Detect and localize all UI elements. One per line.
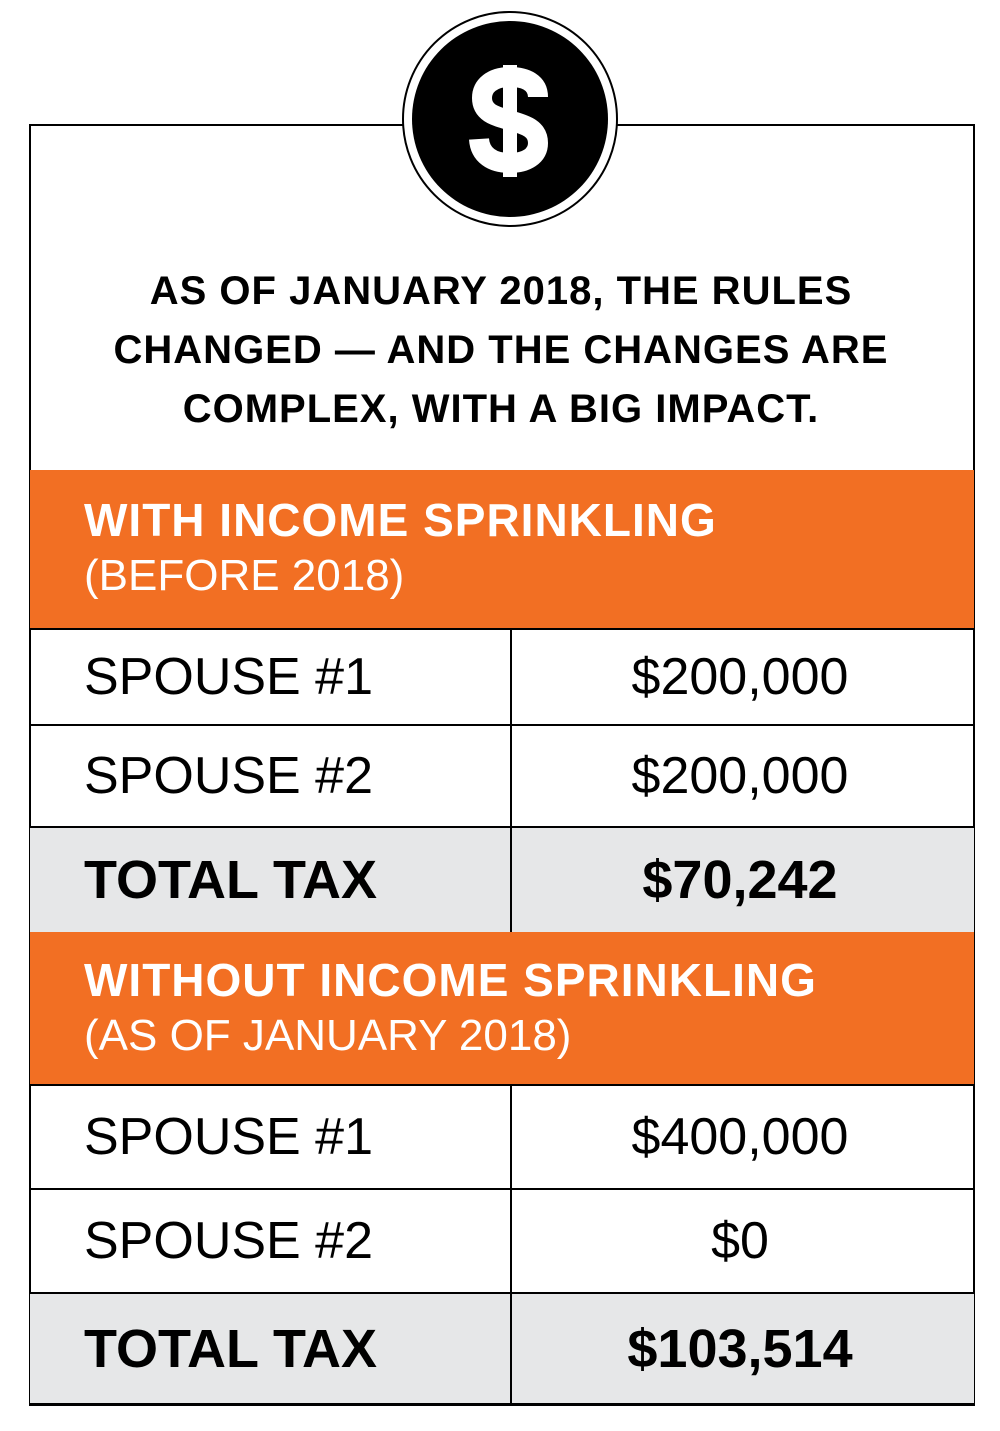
total-value: $103,514 [627,1318,853,1379]
section-subtitle: (AS OF JANUARY 2018) [84,1011,572,1060]
total-tax-row [30,826,974,932]
headline-line: CHANGED — AND THE CHANGES ARE [113,328,889,372]
section-title: WITHOUT INCOME SPRINKLING [84,954,817,1006]
row-value: $200,000 [631,648,849,706]
row-value: $400,000 [631,1108,849,1166]
row-value: $0 [711,1212,769,1270]
section-header-with-sprinkling [30,470,974,628]
dollar-sign-icon [412,21,608,217]
total-value: $70,242 [642,850,838,910]
headline-line: AS OF JANUARY 2018, THE RULES [149,269,853,313]
total-label: TOTAL TAX [30,828,512,932]
card-top-border-left [29,124,413,126]
section-title: WITH INCOME SPRINKLING [84,494,717,546]
section-subtitle: (BEFORE 2018) [84,551,405,600]
row-value: $200,000 [631,747,849,805]
section-header-without-sprinkling [30,932,974,1084]
headline-line: COMPLEX, WITH A BIG IMPACT. [182,387,820,431]
headline [30,262,972,439]
card-top-border-right [608,124,975,126]
table-row [30,628,974,724]
total-tax-row [30,1292,974,1403]
row-label: SPOUSE #2 [30,1190,512,1292]
row-label: SPOUSE #1 [30,1086,512,1188]
total-label: TOTAL TAX [30,1294,512,1403]
table-row [30,1084,974,1188]
table-row [30,724,974,826]
row-label: SPOUSE #1 [30,630,512,724]
table-row [30,1188,974,1292]
row-label: SPOUSE #2 [30,726,512,826]
